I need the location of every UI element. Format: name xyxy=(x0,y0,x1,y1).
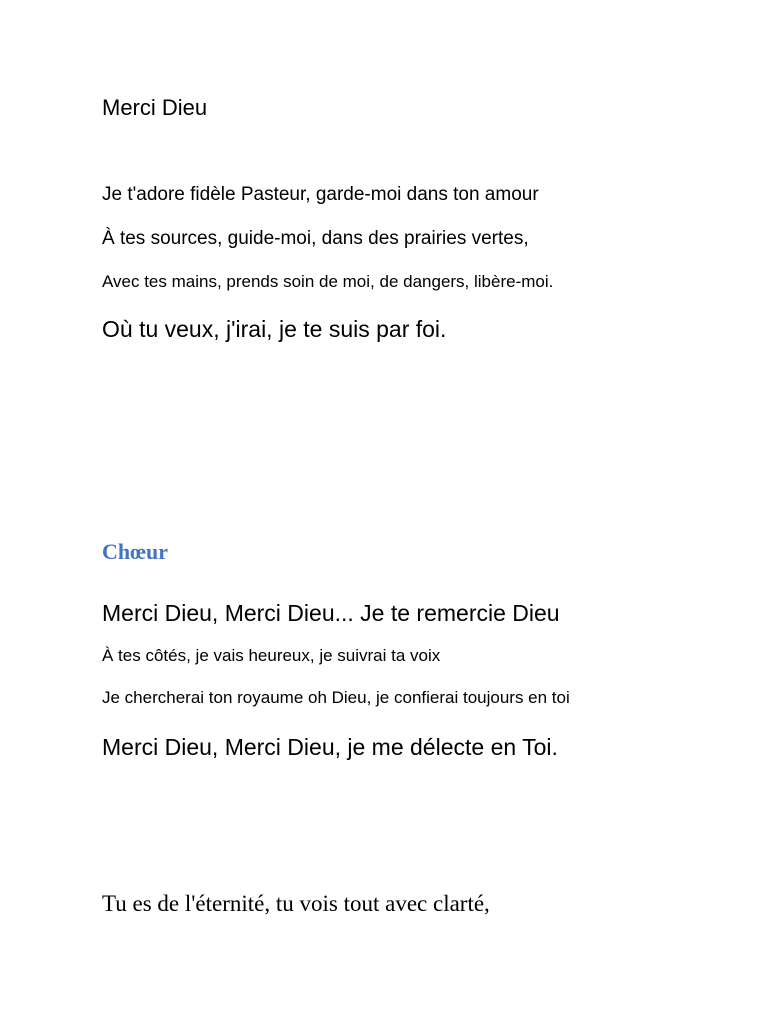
verse-1-line-1: Je t'adore fidèle Pasteur, garde-moi dans ton amour xyxy=(102,184,539,205)
chorus-line-1: Merci Dieu, Merci Dieu... Je te remercie Dieu xyxy=(102,600,560,626)
verse-2-line-1: Tu es de l'éternité, tu vois tout avec clarté, xyxy=(102,891,490,916)
verse-1-line-3: Avec tes mains, prends soin de moi, de dangers, libère-moi. xyxy=(102,272,554,291)
chorus-line-4: Merci Dieu, Merci Dieu, je me délecte en Toi. xyxy=(102,734,558,760)
chorus-heading: Chœur xyxy=(102,539,169,564)
song-title: Merci Dieu xyxy=(102,95,208,120)
verse-1-line-4: Où tu veux, j'irai, je te suis par foi. xyxy=(102,316,447,342)
chorus-line-3: Je chercherai ton royaume oh Dieu, je confierai toujours en toi xyxy=(102,688,570,707)
verse-1-line-2: À tes sources, guide-moi, dans des prairies vertes, xyxy=(102,228,529,249)
chorus-line-2: À tes côtés, je vais heureux, je suivrai ta voix xyxy=(102,646,441,665)
